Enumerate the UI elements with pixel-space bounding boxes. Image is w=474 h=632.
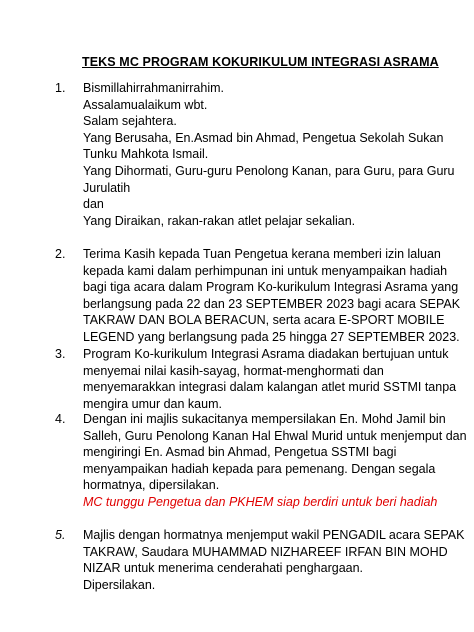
item-number: 5. — [55, 528, 66, 542]
text-line: menyemarakkan integrasi dalam kalangan atlet murid SSTMI tanpa — [83, 380, 457, 395]
text-line: berlangsung pada 22 dan 23 SEPTEMBER 2023 bagi acara SEPAK — [83, 296, 461, 311]
text-line: menyampaikan hadiah kepada para pemenang. Dengan segala — [83, 461, 436, 476]
text-line: Majlis dengan hormatnya menjemput wakil PENGADIL acara SEPAK — [83, 528, 465, 542]
item-text — [83, 246, 463, 346]
text-line: TAKRAW, Saudara MUHAMMAD NIZHAREEF IRFAN BIN MOHD — [83, 544, 448, 559]
text-line: Assalamualaikum wbt. — [83, 97, 208, 112]
mc-note: MC tunggu Pengetua dan PKHEM siap berdiri untuk beri hadiah — [83, 494, 438, 509]
text-line: Dengan ini majlis sukacitanya mempersilakan En. Mohd Jamil bin — [83, 412, 446, 426]
text-line: Terima Kasih kepada Tuan Pengetua kerana memberi izin laluan — [83, 247, 441, 261]
item-number: 4. — [55, 412, 66, 426]
item-text — [83, 346, 463, 412]
text-line: mengiringi En. Asmad bin Ahmad, Pengetua SSTMI bagi — [83, 445, 397, 460]
text-line: Bismillahirrahmanirrahim. — [83, 81, 225, 95]
item-text — [83, 527, 463, 593]
text-line: menyemai nilai kasih-sayag, hormat-menghormati dan — [83, 363, 384, 378]
text-line: hormatnya, dipersilakan. — [83, 478, 220, 493]
text-line: mengira umur dan kaum. — [83, 396, 222, 411]
text-line: Salleh, Guru Penolong Kanan Hal Ehwal Murid untuk menjemput dan — [83, 428, 467, 443]
item-number: 1. — [55, 81, 66, 95]
text-line: Yang Berusaha, En.Asmad bin Ahmad, Pengetua Sekolah Sukan — [83, 130, 444, 145]
item-number: 3. — [55, 347, 66, 361]
text-line: Yang Dihormati, Guru-guru Penolong Kanan, para Guru, para Guru — [83, 163, 455, 178]
text-line: Salam sejahtera. — [83, 114, 177, 129]
text-line: TAKRAW DAN BOLA BERACUN, serta acara E-SPORT MOBILE — [83, 313, 445, 328]
text-line: Yang Diraikan, rakan-rakan atlet pelajar sekalian. — [83, 213, 356, 228]
item-number: 2. — [55, 247, 66, 261]
item-text — [83, 411, 467, 511]
text-line: NIZAR untuk menerima cenderahati penghargaan. — [83, 561, 364, 576]
text-line: Dipersilakan. — [83, 577, 156, 592]
text-line: Program Ko-kurikulum Integrasi Asrama diadakan bertujuan untuk — [83, 347, 449, 361]
text-line: LEGEND yang berlangsung pada 25 hingga 27 SEPTEMBER 2023. — [83, 329, 460, 344]
text-line: Tunku Mahkota Ismail. — [83, 147, 209, 162]
text-line: kepada kami dalam perhimpunan ini untuk menyampaikan hadiah — [83, 263, 448, 278]
text-line: bagi tiga acara dalam Program Ko-kurikulum Integrasi Asrama yang — [83, 280, 459, 295]
document-title: TEKS MC PROGRAM KOKURIKULUM INTEGRASI ASRAMA — [82, 55, 439, 69]
text-line: Jurulatih — [83, 180, 131, 195]
text-line: dan — [83, 197, 104, 212]
item-text — [83, 80, 463, 229]
